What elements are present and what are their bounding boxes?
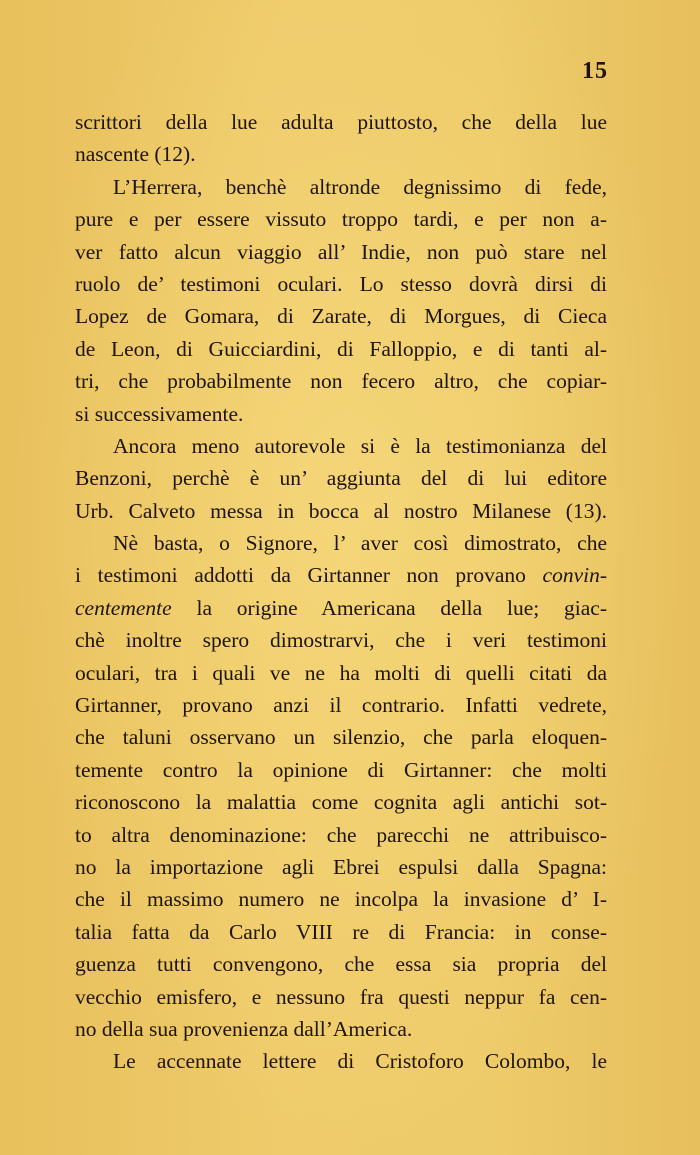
line-text: to altra denominazione: che parecchi ne attribuisco- [75,822,607,847]
line-text: ruolo de’ testimoni oculari. Lo stesso dovrà dirsi di [75,271,607,296]
line-text: ver fatto alcun viaggio all’ Indie, non può stare nel [75,239,607,264]
text-line [75,721,607,753]
text-line [75,754,607,786]
line-text: de Leon, di Guicciardini, di Falloppio, e di tanti al- [75,336,607,361]
line-text: che il massimo numero ne incolpa la invasione d’ I- [75,887,607,912]
text-line [75,689,607,721]
line-text: tri, che probabilmente non fecero altro, che copiar- [75,369,607,394]
text-line [75,300,607,332]
text-line [75,203,607,235]
text-line [75,819,607,851]
text-line [75,981,607,1013]
line-text: vecchio emisfero, e nessuno fra questi neppur fa cen- [75,984,607,1009]
body-text [75,106,607,1078]
line-text: nascente (12). [75,142,196,167]
line-text: che taluni osservano un silenzio, che parla eloquen- [75,725,607,750]
text-line [75,624,607,656]
line-text: oculari, tra i quali ve ne ha molti di quelli citati da [75,660,607,685]
line-text: la origine Americana della lue; giac- [171,595,607,620]
line-text: Girtanner, provano anzi il contrario. Infatti vedrete, [75,693,607,718]
text-line [75,430,607,462]
text-line [75,171,607,203]
line-text: no la importazione agli Ebrei espulsi dalla Spagna: [75,854,607,879]
line-text: Le accennate lettere di Cristoforo Colombo, le [113,1049,607,1074]
italic-text: convin- [542,563,607,588]
text-line [75,236,607,268]
text-line [75,948,607,980]
line-text: Urb. Calveto messa in bocca al nostro Milanese (13). [75,498,607,523]
line-text: Lopez de Gomara, di Zarate, di Morgues, di Cieca [75,304,607,329]
text-line [75,462,607,494]
line-text: guenza tutti convengono, che essa sia propria del [75,952,607,977]
text-line [75,851,607,883]
text-line [75,268,607,300]
line-text: Benzoni, perchè è un’ aggiunta del di lui editore [75,466,607,491]
text-line [75,916,607,948]
text-line [75,106,607,138]
line-text: si successivamente. [75,401,244,426]
text-line [75,559,607,591]
italic-text: centemente [75,595,172,620]
text-line [75,883,607,915]
text-line [75,1045,607,1077]
page-number: 15 [582,58,608,84]
text-line [75,1013,607,1045]
line-text: riconoscono la malattia come cognita agli antichi sot- [75,790,607,815]
text-line [75,495,607,527]
line-text: pure e per essere vissuto troppo tardi, e per non a- [75,207,607,232]
text-line [75,657,607,689]
line-text: Ancora meno autorevole si è la testimonianza del [113,433,607,458]
line-text: talia fatta da Carlo VIII re di Francia: in conse- [75,919,607,944]
text-line [75,365,607,397]
text-line [75,592,607,624]
line-text: Nè basta, o Signore, l’ aver così dimostrato, che [113,531,607,556]
line-text: temente contro la opinione di Girtanner: che molti [75,757,607,782]
line-text: no della sua provenienza dall’America. [75,1016,413,1041]
text-line [75,138,607,170]
line-text: scrittori della lue adulta piuttosto, che della lue [75,110,607,134]
line-text: L’Herrera, benchè altronde degnissimo di fede, [113,174,607,199]
text-line [75,398,607,430]
line-text: chè inoltre spero dimostrarvi, che i veri testimoni [75,628,607,653]
text-line [75,333,607,365]
text-line [75,786,607,818]
text-line [75,527,607,559]
line-text: i testimoni addotti da Girtanner non provano [75,563,543,588]
